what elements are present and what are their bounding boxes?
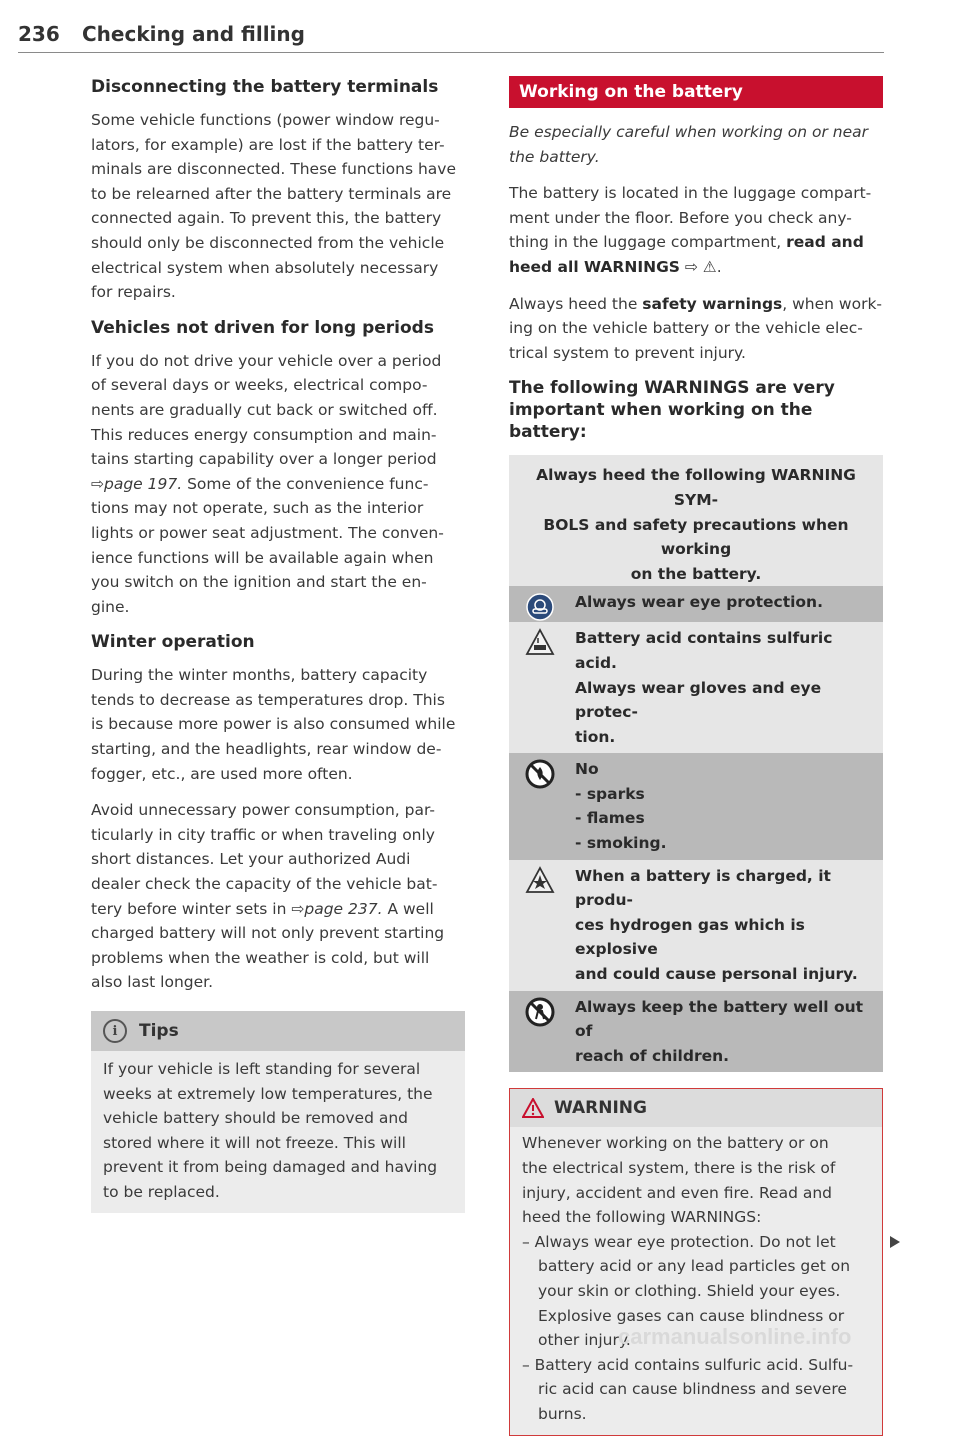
symbol-row-explosive-gas: When a battery is charged, it produ- ces hydrogen gas which is explosive and could cause personal injury.	[509, 860, 883, 991]
paragraph-long-periods: If you do not drive your vehicle over a period of several days or weeks, electrical compo- nents are gradually cut back or switched off. This reduces energy consumption and main- tains starting capability over a longer period ⇨page 197. Some of the convenience func- tions may not operate, such as the interior lights or power seat adjustment. The conven- ience functions will be available again when you switch on the ignition and start the en- gine.	[91, 351, 444, 616]
left-column	[91, 76, 465, 1213]
header-title: Checking and filling	[82, 22, 305, 46]
symbol-row-keep-children-away: Always keep the battery well out of reach of children.	[509, 991, 883, 1073]
warning-item: – Battery acid contains sulfuric acid. Sulfu- ric acid can cause blindness and severe burns.	[522, 1355, 854, 1423]
page-header	[18, 22, 884, 53]
keep-children-away-icon	[525, 997, 555, 1027]
warning-triangle-icon	[522, 1098, 544, 1118]
paragraph-disconnecting: Some vehicle functions (power window regu- lators, for example) are lost if the battery ter- minals are disconnected. These functions have to be relearned after the battery terminals are connected again. To prevent this, the battery should only be disconnected from the vehicle electrical system when absolutely necessary for repairs.	[91, 111, 456, 302]
subheading-warnings: The following WARNINGS are very important when working on the battery:	[509, 378, 835, 443]
warning-table-title: Always heed the following WARNING SYM- BOLS and safety precautions when working on the battery.	[509, 455, 883, 586]
warning-item: – Always wear eye protection. Do not let battery acid or any lead particles get on your skin or clothing. Shield your eyes. Explosive gases can cause blindness or other injury.	[522, 1232, 851, 1350]
page-ref-link-237[interactable]: page 237.	[304, 899, 383, 918]
svg-text:carmanualsonline.info: carmanualsonline.info	[618, 1324, 852, 1349]
page-number: 236	[18, 22, 60, 46]
page-ref-link-197[interactable]: page 197.	[104, 474, 183, 493]
acid-hazard-icon	[525, 628, 555, 656]
warning-body: Whenever working on the battery or on the electrical system, there is the risk of injury, accident and even fire. Read and heed the following WARNINGS: – Always wear eye protection. Do not let battery acid or any lead particles get on your skin or clothing. Shield your eyes. Explosive gases can cause blindness or other injury. – Battery acid contains sulfuric acid. Sulfu- ric acid can cause blindness and severe burns.	[510, 1127, 882, 1434]
right-column	[509, 76, 883, 1436]
paragraph-winter-1: During the winter months, battery capacity tends to decrease as temperatures drop. This is because more power is also consumed while starting, and the headlights, rear window de- fogger, etc., are used more often.	[91, 666, 456, 783]
no-fire-icon	[525, 759, 555, 789]
heading-long-periods: Vehicles not driven for long periods	[91, 317, 434, 338]
tips-box	[91, 1011, 465, 1213]
tips-label: Tips	[139, 1021, 179, 1041]
warning-box	[509, 1088, 883, 1435]
heading-winter: Winter operation	[91, 632, 255, 653]
intro-italic: Be especially careful when working on or near the battery.	[509, 123, 869, 166]
eye-protection-icon	[525, 592, 555, 622]
explosive-gas-icon	[525, 866, 555, 894]
continue-arrow-icon[interactable]	[888, 1235, 902, 1249]
paragraph-safety: Always heed the safety warnings, when work- ing on the vehicle battery or the vehicle elec- trical system to prevent injury.	[509, 294, 883, 362]
warning-label: WARNING	[554, 1098, 647, 1119]
info-icon: i	[103, 1019, 127, 1043]
warning-header	[510, 1089, 882, 1127]
watermark-logo	[618, 1323, 948, 1351]
symbol-row-eye-protection: Always wear eye protection.	[509, 586, 883, 622]
tips-body: If your vehicle is left standing for several weeks at extremely low temperatures, the vehicle battery should be removed and stored where it will not freeze. This will prevent it from being damaged and having to be replaced.	[103, 1060, 438, 1201]
paragraph-location: The battery is located in the luggage compart- ment under the floor. Before you check any- thing in the luggage compartment, read and heed all WARNINGS ⇨ ⚠.	[509, 184, 872, 276]
section-title-bar: Working on the battery	[509, 76, 883, 108]
warning-symbols-table	[509, 455, 883, 1072]
heading-disconnecting: Disconnecting the battery terminals	[91, 77, 439, 97]
symbol-row-acid: Battery acid contains sulfuric acid. Always wear gloves and eye protec- tion.	[509, 622, 883, 753]
tips-header	[91, 1011, 465, 1051]
paragraph-winter-2: Avoid unnecessary power consumption, par- ticularly in city traffic or when traveling only short distances. Let your authorized Audi dealer check the capacity of the vehicle bat- tery before winter sets in ⇨page 237. A well charged battery will not only prevent starting problems when the weather is cold, but will also last longer.	[91, 801, 445, 992]
symbol-row-no-fire: No - sparks - flames - smoking.	[509, 753, 883, 859]
page-ref-arrow: ⇨	[291, 899, 305, 918]
page-ref-arrow: ⇨	[91, 474, 104, 493]
